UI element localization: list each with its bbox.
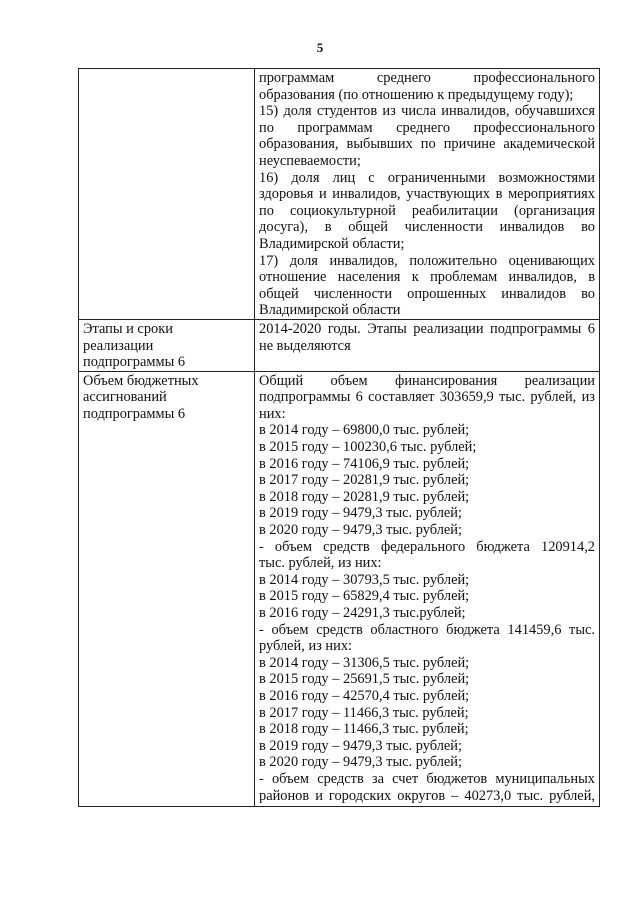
content-line: в 2018 году – 11466,3 тыс. рублей; xyxy=(259,721,469,738)
content-line: общей численности опрошенных инвалидов во xyxy=(259,285,595,302)
content-line: в 2016 году – 42570,4 тыс. рублей; xyxy=(259,687,470,704)
content-line: в 2014 году – 30793,5 тыс. рублей; xyxy=(259,571,470,588)
content-line: программам среднего профессионального xyxy=(259,70,595,86)
content-line: в 2015 году – 25691,5 тыс. рублей; xyxy=(259,671,470,688)
content-line: по программам среднего профессионального xyxy=(259,119,595,136)
content-line: в 2016 году – 24291,3 тыс.рублей; xyxy=(259,605,466,621)
content-line: 2014-2020 годы. Этапы реализации подпрограммы 6 xyxy=(259,320,595,337)
row-label-cell xyxy=(79,319,255,371)
content-line: в 2017 году – 11466,3 тыс. рублей; xyxy=(259,704,469,721)
row-label-line: ассигнований xyxy=(83,389,167,406)
content-line: районов и городских округов – 40273,0 тыс. рублей, xyxy=(259,787,595,804)
content-line: - объем средств за счет бюджетов муниципальных xyxy=(259,770,595,787)
content-line: 17) доля инвалидов, положительно оценивающих xyxy=(259,252,595,269)
content-line: отношение населения к проблемам инвалидов, в xyxy=(259,269,595,286)
content-line: рублей, из них: xyxy=(259,638,353,655)
content-line: в 2017 году – 20281,9 тыс. рублей; xyxy=(259,472,470,489)
cell-bottom-space xyxy=(259,804,595,806)
row-label-line: Этапы и сроки xyxy=(83,320,173,337)
content-line: Владимирской области; xyxy=(259,235,405,252)
content-line: 15) доля студентов из числа инвалидов, обучавшихся xyxy=(259,103,595,120)
cell-bottom-space xyxy=(259,354,595,356)
content-line: в 2014 году – 31306,5 тыс. рублей; xyxy=(259,654,470,671)
row-label-line: Объем бюджетных xyxy=(83,372,199,389)
content-line: образования (по отношению к предыдущему году); xyxy=(259,86,574,103)
content-line: в 2016 году – 74106,9 тыс. рублей; xyxy=(259,455,470,472)
passport-table xyxy=(78,68,600,807)
content-line: в 2020 году – 9479,3 тыс. рублей; xyxy=(259,522,462,539)
table-row xyxy=(79,371,600,806)
row-label-line: подпрограммы 6 xyxy=(83,354,186,371)
content-line: Владимирской области xyxy=(259,302,401,319)
row-content-cell xyxy=(255,69,600,320)
row-label-line: подпрограммы 6 xyxy=(83,405,186,422)
content-line: здоровья и инвалидов, участвующих в мероприятиях xyxy=(259,186,595,203)
content-line: в 2020 году – 9479,3 тыс. рублей; xyxy=(259,754,462,771)
content-line: 16) доля лиц с ограниченными возможностями xyxy=(259,169,595,186)
content-line: неуспеваемости; xyxy=(259,152,361,169)
row-label-cell xyxy=(79,69,255,320)
content-line: Общий объем финансирования реализации xyxy=(259,372,595,389)
content-line: подпрограммы 6 составляет 303659,9 тыс. рублей, из xyxy=(259,389,595,406)
content-line: тыс. рублей, из них: xyxy=(259,555,382,572)
row-label-line: реализации xyxy=(83,337,154,354)
content-line: образования, выбывших по причине академической xyxy=(259,136,595,153)
content-line: в 2014 году – 69800,0 тыс. рублей; xyxy=(259,422,470,439)
content-line: в 2019 году – 9479,3 тыс. рублей; xyxy=(259,737,462,754)
table-row xyxy=(79,319,600,371)
content-line: в 2015 году – 100230,6 тыс. рублей; xyxy=(259,439,477,456)
content-line: них: xyxy=(259,405,286,422)
page-number: 5 xyxy=(316,40,324,55)
row-content-cell xyxy=(255,319,600,371)
content-line: не выделяются xyxy=(259,337,351,354)
content-line: - объем средств областного бюджета 141459,6 тыс. xyxy=(259,621,595,638)
table-row xyxy=(79,69,600,320)
row-content-cell xyxy=(255,371,600,806)
content-line: в 2015 году – 65829,4 тыс. рублей; xyxy=(259,588,470,605)
content-line: досуга), в общей численности инвалидов во xyxy=(259,219,595,236)
row-label-cell xyxy=(79,371,255,806)
content-line: по социокультурной реабилитации (организация xyxy=(259,202,595,219)
content-line: - объем средств федерального бюджета 120914,2 xyxy=(259,538,595,555)
content-line: в 2019 году – 9479,3 тыс. рублей; xyxy=(259,505,462,522)
content-line: в 2018 году – 20281,9 тыс. рублей; xyxy=(259,488,470,505)
